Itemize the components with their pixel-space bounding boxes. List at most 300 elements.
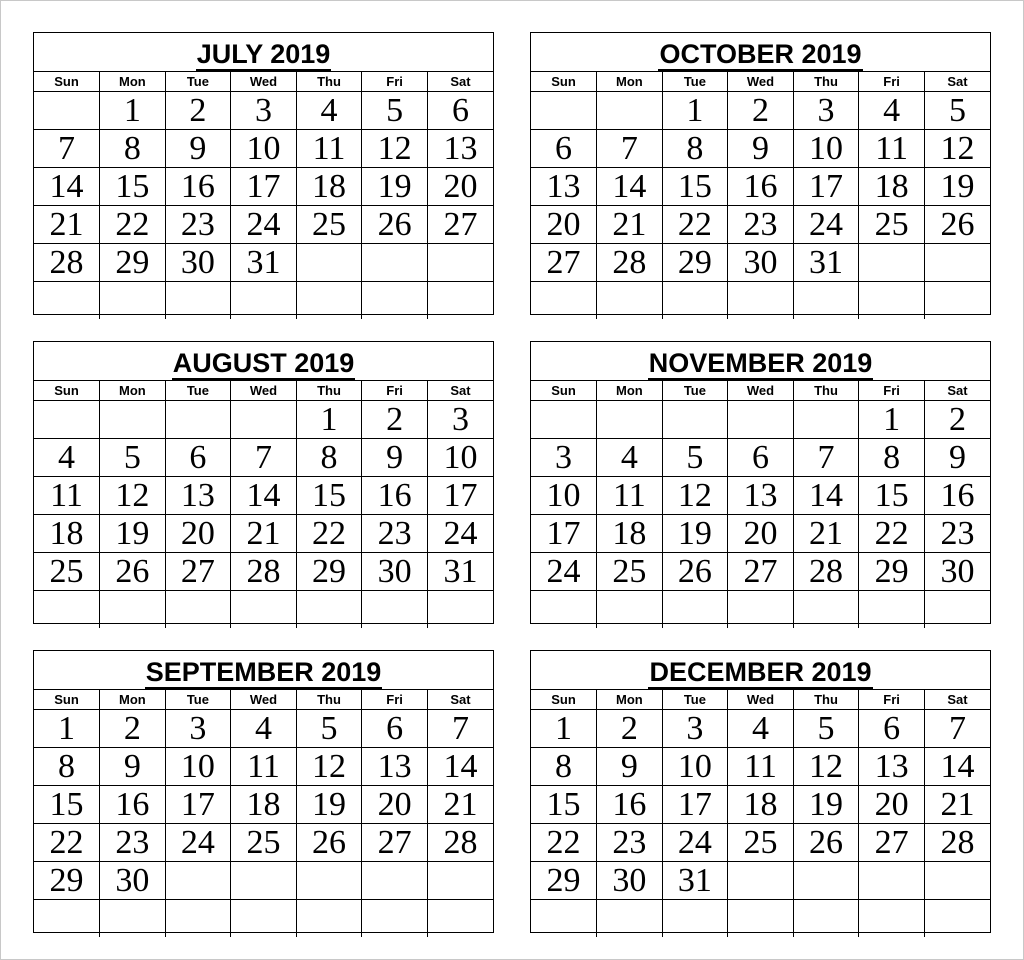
weekday-header: Sun [531, 690, 597, 710]
day-number: 7 [451, 710, 469, 747]
weekday-header: Wed [728, 690, 794, 710]
day-cell [597, 748, 663, 786]
day-cell [165, 710, 231, 748]
day-cell [728, 786, 794, 824]
week-row [531, 282, 990, 320]
day-number: 25 [312, 206, 347, 243]
day-number: 20 [743, 515, 778, 552]
weekday-header: Fri [859, 690, 925, 710]
day-number: 21 [49, 206, 84, 243]
day-cell [859, 282, 925, 320]
day-number: 4 [320, 92, 338, 129]
weekday-header: Tue [165, 72, 231, 92]
day-number: 28 [246, 553, 281, 590]
weekday-header: Sun [34, 381, 100, 401]
day-cell [531, 591, 597, 629]
day-number: 23 [940, 515, 975, 552]
day-cell [34, 401, 100, 439]
day-cell [427, 748, 493, 786]
weekday-header: Wed [728, 72, 794, 92]
day-number: 3 [817, 92, 835, 129]
day-number: 6 [386, 710, 404, 747]
day-number: 3 [451, 401, 469, 438]
day-cell [924, 92, 990, 130]
day-number [794, 627, 859, 628]
day-number: 10 [546, 477, 581, 514]
calendar-july-2019 [33, 32, 494, 315]
day-cell [728, 282, 794, 320]
day-number [297, 318, 362, 319]
week-row [531, 553, 990, 591]
calendar-december-2019 [530, 650, 991, 933]
day-cell [859, 591, 925, 629]
day-number: 3 [555, 439, 573, 476]
day-cell [859, 439, 925, 477]
day-number: 3 [254, 92, 272, 129]
day-number: 23 [612, 824, 647, 861]
weekday-header: Sat [427, 72, 493, 92]
day-cell [924, 515, 990, 553]
day-number: 27 [546, 244, 581, 281]
day-number: 12 [677, 477, 712, 514]
calendar-november-2019 [530, 341, 991, 624]
day-number: 29 [49, 862, 84, 899]
day-cell [728, 92, 794, 130]
day-number: 17 [677, 786, 712, 823]
week-row [34, 515, 493, 553]
day-cell [34, 862, 100, 900]
day-cell [793, 282, 859, 320]
day-number: 25 [874, 206, 909, 243]
day-cell [531, 553, 597, 591]
day-cell [859, 477, 925, 515]
day-cell [859, 168, 925, 206]
day-cell [728, 824, 794, 862]
weekday-header: Fri [362, 72, 428, 92]
day-cell [793, 244, 859, 282]
day-number: 7 [817, 439, 835, 476]
day-cell [362, 786, 428, 824]
day-cell [231, 477, 297, 515]
day-cell [924, 282, 990, 320]
day-number: 21 [940, 786, 975, 823]
day-number: 10 [180, 748, 215, 785]
weekday-header: Mon [597, 72, 663, 92]
day-number: 24 [180, 824, 215, 861]
day-cell [597, 591, 663, 629]
day-cell [231, 591, 297, 629]
day-cell [859, 710, 925, 748]
week-row [34, 710, 493, 748]
week-row [34, 168, 493, 206]
day-cell [531, 282, 597, 320]
weekday-header: Tue [165, 690, 231, 710]
day-cell [793, 862, 859, 900]
weekday-header-row [34, 381, 493, 401]
day-cell [296, 862, 362, 900]
day-cell [924, 710, 990, 748]
day-cell [662, 168, 728, 206]
week-row [34, 439, 493, 477]
day-number: 27 [743, 553, 778, 590]
day-cell [100, 439, 166, 477]
day-cell [793, 515, 859, 553]
week-row [34, 282, 493, 320]
day-cell [100, 710, 166, 748]
day-cell [165, 439, 231, 477]
day-number: 13 [874, 748, 909, 785]
day-cell [296, 824, 362, 862]
weekday-header: Wed [231, 381, 297, 401]
day-number: 12 [809, 748, 844, 785]
day-cell [427, 206, 493, 244]
week-row [34, 130, 493, 168]
day-cell [296, 515, 362, 553]
day-number: 1 [883, 401, 901, 438]
day-cell [165, 282, 231, 320]
day-cell [231, 710, 297, 748]
day-cell [165, 900, 231, 938]
day-cell [100, 824, 166, 862]
week-row [34, 862, 493, 900]
day-number [297, 936, 362, 937]
day-number: 13 [180, 477, 215, 514]
week-row [531, 900, 990, 938]
day-cell [924, 900, 990, 938]
day-number: 19 [312, 786, 347, 823]
day-number [231, 318, 296, 319]
day-number: 14 [49, 168, 84, 205]
day-number: 15 [312, 477, 347, 514]
day-cell [362, 401, 428, 439]
day-cell [362, 591, 428, 629]
day-cell [165, 862, 231, 900]
day-cell [100, 748, 166, 786]
day-number: 1 [555, 710, 573, 747]
week-row [34, 244, 493, 282]
day-number: 17 [180, 786, 215, 823]
week-row [34, 206, 493, 244]
day-cell [924, 244, 990, 282]
day-cell [859, 786, 925, 824]
day-cell [100, 130, 166, 168]
day-cell [728, 862, 794, 900]
day-cell [597, 824, 663, 862]
day-cell [924, 862, 990, 900]
weekday-header: Thu [793, 690, 859, 710]
day-number [531, 318, 596, 319]
day-cell [231, 130, 297, 168]
day-number [34, 936, 99, 937]
day-number: 11 [875, 130, 908, 167]
day-number: 5 [948, 92, 966, 129]
day-number: 19 [377, 168, 412, 205]
day-cell [362, 900, 428, 938]
day-cell [100, 553, 166, 591]
day-cell [296, 710, 362, 748]
day-cell [793, 900, 859, 938]
day-cell [427, 130, 493, 168]
day-number: 30 [377, 553, 412, 590]
day-cell [165, 168, 231, 206]
day-cell [793, 824, 859, 862]
day-cell [34, 439, 100, 477]
weekday-header: Mon [100, 381, 166, 401]
day-number: 10 [677, 748, 712, 785]
day-cell [362, 553, 428, 591]
day-number [428, 627, 493, 628]
day-cell [662, 282, 728, 320]
day-cell [427, 477, 493, 515]
day-number: 8 [555, 748, 573, 785]
weekday-header: Sat [924, 72, 990, 92]
day-number: 19 [940, 168, 975, 205]
day-number: 31 [246, 244, 281, 281]
day-cell [662, 862, 728, 900]
day-cell [231, 282, 297, 320]
day-number [663, 627, 728, 628]
day-cell [597, 900, 663, 938]
weekday-header-row [531, 690, 990, 710]
calendar-august-2019 [33, 341, 494, 624]
day-number [859, 627, 924, 628]
weekday-header: Tue [662, 381, 728, 401]
week-row [531, 244, 990, 282]
day-cell [100, 515, 166, 553]
day-number: 5 [386, 92, 404, 129]
day-number: 2 [189, 92, 207, 129]
weekday-header: Thu [296, 72, 362, 92]
day-number: 16 [612, 786, 647, 823]
week-row [531, 786, 990, 824]
day-number: 9 [948, 439, 966, 476]
weekday-header: Sat [427, 690, 493, 710]
week-row [34, 786, 493, 824]
day-cell [793, 92, 859, 130]
day-number: 24 [443, 515, 478, 552]
day-cell [531, 900, 597, 938]
day-number [597, 627, 662, 628]
day-cell [859, 515, 925, 553]
day-number: 13 [743, 477, 778, 514]
day-number: 13 [377, 748, 412, 785]
day-cell [427, 591, 493, 629]
day-cell [296, 553, 362, 591]
day-cell [34, 900, 100, 938]
day-cell [728, 130, 794, 168]
day-number [166, 627, 231, 628]
day-cell [427, 439, 493, 477]
day-cell [427, 515, 493, 553]
day-cell [231, 168, 297, 206]
day-cell [793, 553, 859, 591]
day-cell [531, 401, 597, 439]
weekday-header: Mon [100, 72, 166, 92]
day-number: 30 [940, 553, 975, 590]
day-cell [362, 515, 428, 553]
day-number: 24 [546, 553, 581, 590]
day-cell [296, 477, 362, 515]
day-number: 2 [123, 710, 141, 747]
day-cell [662, 824, 728, 862]
day-number: 30 [743, 244, 778, 281]
day-cell [662, 515, 728, 553]
day-number: 5 [686, 439, 704, 476]
day-cell [34, 92, 100, 130]
day-number: 24 [809, 206, 844, 243]
day-number: 15 [49, 786, 84, 823]
day-cell [662, 477, 728, 515]
day-number: 10 [246, 130, 281, 167]
weekday-header: Fri [859, 72, 925, 92]
day-number: 19 [677, 515, 712, 552]
day-cell [531, 439, 597, 477]
day-number: 7 [254, 439, 272, 476]
day-cell [362, 824, 428, 862]
day-number: 8 [58, 748, 76, 785]
day-number: 6 [555, 130, 573, 167]
weekday-header: Fri [362, 381, 428, 401]
day-cell [165, 591, 231, 629]
day-cell [100, 282, 166, 320]
day-number: 10 [443, 439, 478, 476]
day-number: 26 [677, 553, 712, 590]
day-number [166, 318, 231, 319]
month-title: OCTOBER 2019 [659, 39, 862, 69]
month-grid [531, 689, 990, 937]
day-cell [427, 786, 493, 824]
day-number: 21 [809, 515, 844, 552]
day-number: 13 [443, 130, 478, 167]
day-number: 18 [246, 786, 281, 823]
week-row [531, 206, 990, 244]
day-cell [793, 591, 859, 629]
day-cell [531, 477, 597, 515]
month-grid [531, 380, 990, 628]
day-number: 9 [751, 130, 769, 167]
day-number: 11 [744, 748, 777, 785]
day-number: 30 [612, 862, 647, 899]
day-number: 28 [443, 824, 478, 861]
day-cell [793, 710, 859, 748]
week-row [531, 130, 990, 168]
day-number [597, 318, 662, 319]
weekday-header: Mon [597, 381, 663, 401]
day-cell [531, 862, 597, 900]
day-number: 2 [386, 401, 404, 438]
day-cell [597, 862, 663, 900]
day-cell [662, 786, 728, 824]
weekday-header: Wed [231, 72, 297, 92]
month-grid [531, 71, 990, 319]
day-number: 24 [246, 206, 281, 243]
day-cell [531, 244, 597, 282]
day-cell [531, 824, 597, 862]
day-cell [34, 748, 100, 786]
day-cell [296, 168, 362, 206]
weekday-header: Sat [924, 690, 990, 710]
day-number: 29 [312, 553, 347, 590]
week-row [531, 710, 990, 748]
day-number: 16 [743, 168, 778, 205]
day-number [428, 936, 493, 937]
day-cell [597, 786, 663, 824]
day-cell [597, 515, 663, 553]
day-number: 9 [123, 748, 141, 785]
day-cell [100, 786, 166, 824]
day-cell [165, 786, 231, 824]
day-cell [296, 786, 362, 824]
month-title-block [531, 33, 990, 71]
day-cell [859, 824, 925, 862]
day-number: 28 [612, 244, 647, 281]
day-cell [597, 244, 663, 282]
day-cell [531, 130, 597, 168]
month-title-block [34, 651, 493, 689]
day-number: 27 [377, 824, 412, 861]
day-number: 22 [546, 824, 581, 861]
day-number: 20 [180, 515, 215, 552]
day-number [100, 627, 165, 628]
day-cell [859, 401, 925, 439]
day-cell [924, 786, 990, 824]
day-number: 27 [180, 553, 215, 590]
day-cell [231, 515, 297, 553]
day-number [231, 936, 296, 937]
day-number: 22 [115, 206, 150, 243]
week-row [34, 824, 493, 862]
day-cell [531, 515, 597, 553]
day-number: 18 [874, 168, 909, 205]
day-number: 14 [940, 748, 975, 785]
day-number: 7 [58, 130, 76, 167]
day-number [925, 936, 990, 937]
day-number: 21 [246, 515, 281, 552]
day-cell [100, 591, 166, 629]
day-cell [793, 130, 859, 168]
day-cell [427, 824, 493, 862]
day-cell [165, 92, 231, 130]
day-cell [859, 748, 925, 786]
day-cell [427, 553, 493, 591]
day-number: 4 [254, 710, 272, 747]
day-number [166, 936, 231, 937]
day-number: 23 [743, 206, 778, 243]
day-number: 26 [115, 553, 150, 590]
day-cell [597, 401, 663, 439]
weekday-header: Wed [728, 381, 794, 401]
day-number: 3 [189, 710, 207, 747]
day-cell [296, 748, 362, 786]
weekday-header: Thu [793, 381, 859, 401]
day-number: 9 [189, 130, 207, 167]
day-cell [531, 206, 597, 244]
week-row [531, 515, 990, 553]
day-number: 18 [312, 168, 347, 205]
day-cell [362, 244, 428, 282]
day-number: 16 [115, 786, 150, 823]
week-row [531, 591, 990, 629]
day-number: 4 [58, 439, 76, 476]
weekday-header-row [34, 690, 493, 710]
day-number: 4 [620, 439, 638, 476]
day-number: 25 [743, 824, 778, 861]
day-cell [165, 401, 231, 439]
day-cell [597, 92, 663, 130]
week-row [531, 92, 990, 130]
day-cell [859, 92, 925, 130]
week-row [531, 477, 990, 515]
